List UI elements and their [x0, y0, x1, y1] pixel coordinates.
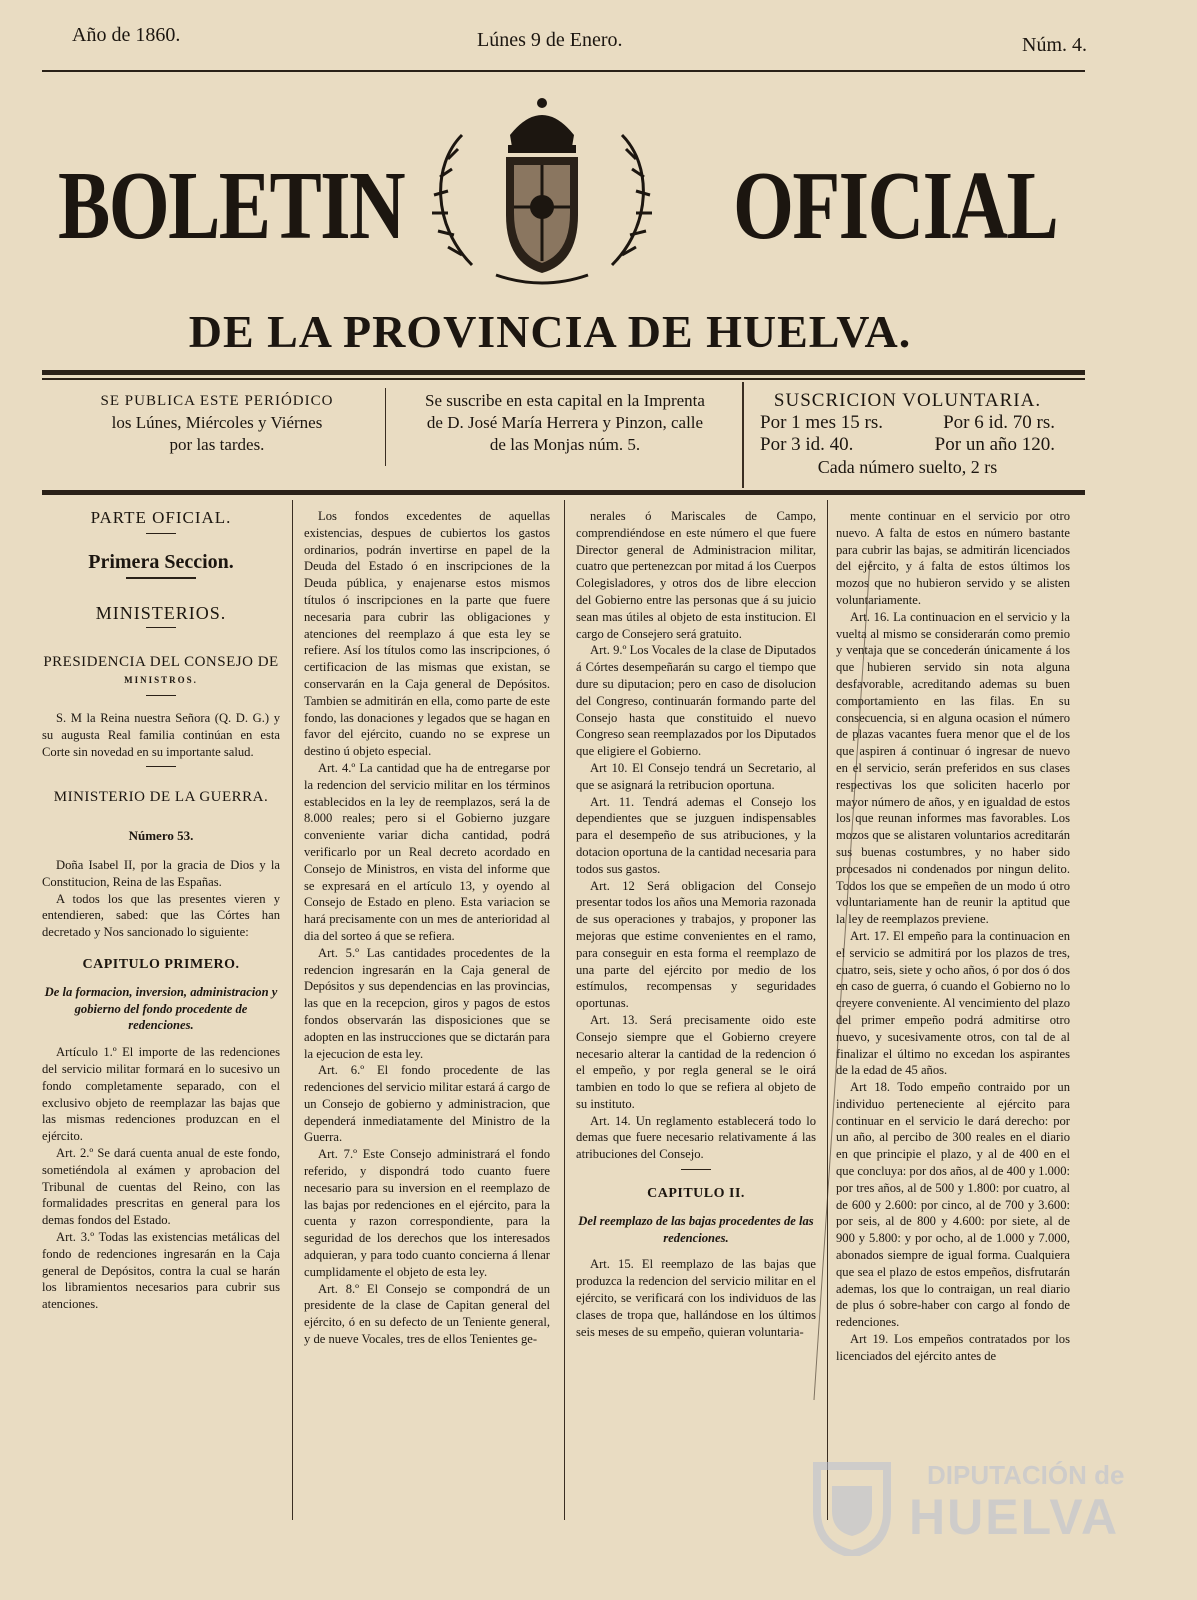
ornament-divider: [126, 577, 196, 579]
diputacion-logo-icon: [797, 1456, 907, 1556]
issue-date: Lúnes 9 de Enero.: [477, 29, 623, 51]
article-19: Art 19. Los empeños contratados por los licenciados del ejército antes de: [836, 1332, 1070, 1363]
watermark-line-1: DIPUTACIÓN de: [927, 1460, 1125, 1490]
info-divider-2: [742, 382, 744, 488]
watermark-line-2: HUELVA: [909, 1489, 1120, 1545]
capitulo-ii-heading: CAPITULO II.: [647, 1186, 745, 1202]
column-2: [304, 508, 550, 1348]
nerales-paragraph: nerales ó Mariscales de Campo, comprendiéndose en este número el que fuere Director general de Administracion militar, cuatro que pertenezcan por mitad á los Cuerpos Colegisladores, y otros dos de libre eleccion del Gobierno entre las personas que á su juicio sean mas útiles al objeto de esta institucion. El cargo de Consejero será gratuito.: [576, 509, 816, 641]
header-rule-top-thin: [42, 378, 1085, 380]
reina-paragraph: S. M la Reina nuestra Señora (Q. D. G.) y su augusta Real familia continúan en esta Corte sin novedad en su importante salud.: [42, 710, 280, 759]
place-line-2: de D. José María Herrera y Pinzon, calle: [426, 413, 704, 432]
article-13: Art. 13. Será precisamente oido este Consejo siempre que el Gobierno creyere necesario alterar la cantidad de la redencion ó el empeño, y por regla general se le oirá tambien en todo lo que se refiera al objeto de su instituto.: [576, 1012, 816, 1111]
price-6-months: Por 6 id. 70 rs.: [943, 412, 1055, 433]
price-1-year: Por un año 120.: [934, 434, 1055, 455]
subscription-title: SUSCRICION VOLUNTARIA.: [773, 390, 1042, 411]
article-6: Art. 6.º El fondo procedente de las redenciones del servicio militar estará á cargo de un Consejo de gobierno y administracion, que dependerá inmediatamente del Ministro de la Guerra.: [304, 1063, 550, 1145]
divider: [146, 766, 176, 767]
price-3-months: Por 3 id. 40.: [760, 434, 854, 455]
issue-number: Núm. 4.: [1022, 34, 1087, 56]
title-left: BOLETIN: [58, 152, 405, 260]
article-8: Art. 8.º El Consejo se compondrá de un presidente de la clase de Capitan general del ejército, ó en su defecto de un Teniente general, y de nueve Vocales, tres de ellos Tenientes ge-: [304, 1281, 550, 1347]
numero-heading: Número 53.: [128, 828, 194, 844]
article-5: Art. 5.º Las cantidades procedentes de la redencion ingresarán en la Caja general de Depósitos y sus dependencias en las provincias, las que en la recepcion, giros y pagos de estos fondos observarán las disposiciones que se adopten en las instrucciones que se dictarán para la ejecucion de esta ley.: [304, 945, 550, 1061]
price-1-month: Por 1 mes 15 rs.: [760, 412, 883, 433]
watermark: [797, 1456, 1137, 1566]
column-3: [576, 508, 816, 1340]
column-divider-2: [564, 500, 565, 1520]
subscription-place: [395, 390, 735, 456]
top-rule: [42, 70, 1085, 72]
header-rule-bottom: [42, 490, 1085, 495]
dona-paragraph: Doña Isabel II, por la gracia de Dios y la Constitucion, Reina de las Españas.: [42, 857, 280, 889]
title-right: OFICIAL: [733, 152, 1058, 260]
a-todos-paragraph: A todos los que las presentes vieren y entendieren, sabed: que las Córtes han decretado y Nos sancionado lo siguiente:: [42, 891, 280, 940]
price-row-2: [750, 434, 1065, 456]
article-18: Art 18. Todo empeño contraido por un individuo perteneciente al ejército para continuar en el servicio le dará derecho: por un año, al percibo de 300 reales en el diario en que principie el plazo, y al de 400 en el que concluya: por dos años, al de 400 y 1.000: por tres años, al de 500 y 1.800: por cuatro, al de 600 y 2.600: por cinco, al de 700 y 3.600: por seis, al de 800 y 4.600: por siete, al de 900 y 5.800: y por ocho, al de 1.000 y 7.000, abonados siempre de igual forma. Cualquiera que sea el plazo de estos empeños, disfrutarán ademas, los que lo contraigan, un real diario de plus ó sobre-haber con cargo al fondo de redenciones.: [836, 1080, 1070, 1330]
fondos-paragraph: Los fondos excedentes de aquellas existencias, despues de cubiertos los gastos ordinarios, podrán invertirse en papel de la Deuda del Estado ó en inscripciones de la Deuda pública, y enajenarse estos mismos títulos ó inscripciones en la parte que fuere necesaria para cubrir las obligaciones y atenciones del reemplazo á que esta ley se refiere. Así los títulos como las inscripciones, ó certificacion de las mismas que existan, se conservarán en la Caja general de Depósitos. Tambien se admitirán en ella, como parte de este fondo, las donaciones y legados que se hagan en favor del ejército, cuando no se exprese un destino ú objeto especial.: [304, 509, 550, 759]
place-line-1: Se suscribe en esta capital en la Imprenta: [425, 391, 705, 410]
divider: [146, 695, 176, 696]
issue-year: Año de 1860.: [72, 24, 181, 46]
column-1: [42, 508, 280, 1313]
article-10: Art 10. El Consejo tendrá un Secretario, al que se asignará la retribucion oportuna.: [576, 760, 816, 792]
price-row-1: [750, 412, 1065, 434]
divider: [146, 627, 176, 628]
info-divider-1: [385, 388, 386, 466]
article-16: Art. 16. La continuacion en el servicio y la vuelta al mismo se considerarán como premio y ventaja que se concederán únicamente á los que hubieren servido sin nota alguna desfavorable, acreditando ademas su buen comportamiento en las filas. En su consecuencia, si en alguna ocasion el número de plazas vacantes fuera menor que el de los que aspiren á continuar ó ingresar de nuevo en el servicio, serán preferidos en sus clases respectivas los que soliciten hacerlo por mayor número de años, y en igualdad de estos los que reunan informes mas favorables. Los mozos que se alistaren voluntarios acreditarán sus buenas costumbres, y no haber sido procesados ni condenados por ningun delito. Todos los que se empeñen de un modo ú otro voluntariamente han de reunir la aptitud que la ley de reemplazos previene.: [836, 609, 1070, 927]
presidencia-heading: [42, 654, 280, 689]
article-15: Art. 15. El reemplazo de las bajas que produzca la redencion del servicio militar en el ejército, se verificará con los individuos de las clases de tropa que, hallándose en los últimos seis meses de su empeño, quieran voluntaria-: [576, 1257, 816, 1339]
capitulo-primero-heading: CAPITULO PRIMERO.: [82, 956, 240, 972]
page-fold-mark: [812, 560, 872, 1400]
parte-oficial-heading: PARTE OFICIAL.: [90, 508, 232, 527]
article-7: Art. 7.º Este Consejo administrará el fondo referido, y dispondrá todo cuanto fuere necesario para su inversion en el reemplazo de las bajas por redenciones en el ejército, para la cuenta y razon correspondiente, para la seguridad de los derechos que los interesados adquieran, y para todo cuanto concierna á llenar cumplidamente el objeto de esta ley.: [304, 1147, 550, 1279]
article-2: Art. 2.º Se dará cuenta anual de este fondo, sometiéndola al exámen y aprobacion del Tribunal de cuentas del Reino, con las formalidades prescritas en general para los demas fondos del Estado.: [42, 1145, 280, 1228]
place-line-3: de las Monjas núm. 5.: [489, 435, 641, 454]
column-divider-1: [292, 500, 293, 1520]
schedule-line-1: SE PUBLICA ESTE PERIÓDICO: [100, 393, 334, 409]
presidencia-heading-small: MINISTROS.: [124, 675, 198, 686]
publication-schedule: [62, 390, 372, 456]
article-4: Art. 4.º La cantidad que ha de entregarse por la redencion del servicio militar en los términos establecidos en la ley de reemplazos, será la de 8.000 reales; pero si el Gobierno juzgare conveniente variar dicha cantidad, podrá verificarlo por un Real decreto acordado en Consejo de Ministros, en vista del informe que se expresará en el artículo 13, y oyendo al Consejo de Estado en pleno. Esta variacion se hará precisamente con un mes de anterioridad al dia del sorteo á que se refiera.: [304, 760, 550, 943]
header-rule-top: [42, 370, 1085, 375]
schedule-line-2: los Lúnes, Miércoles y Viérnes: [111, 413, 323, 432]
article-1: Artículo 1.º El importe de las redenciones del servicio militar formará en lo sucesivo un fondo completamente separado, con el exclusivo objeto de reemplazar las bajas que las mismas redenciones produzcan en el ejército.: [42, 1045, 280, 1144]
mente-paragraph: mente continuar en el servicio por otro nuevo. A falta de estos en número bastante para cubrir las bajas, se admitirán licenciados del ejército, y á falta de estos últimos los mozos que no hubieron servido y se alisten voluntariamente.: [836, 509, 1070, 607]
article-9: Art. 9.º Los Vocales de la clase de Diputados á Córtes desempeñarán su cargo el tiempo que dure su diputacion; pero en caso de disolucion del Congreso, continuarán formando parte del Consejo hasta que constituido el nuevo Congreso sean reemplazados por los Diputados que eligiere el Gobierno.: [576, 643, 816, 759]
newspaper-subtitle: DE LA PROVINCIA DE HUELVA.: [188, 306, 912, 357]
divider: [146, 533, 176, 534]
schedule-line-3: por las tardes.: [169, 435, 265, 454]
article-11: Art. 11. Tendrá ademas el Consejo los dependientes que se juzguen indispensables para el desempeño de sus atribuciones, y la dotacion oportuna de la cantidad necesaria para todos sus gastos.: [576, 794, 816, 876]
capitulo-ii-subtitle: Del reemplazo de las bajas procedentes de las redenciones.: [578, 1213, 814, 1245]
article-14: Art. 14. Un reglamento establecerá todo lo demas que fuere necesario relativamente á las atribuciones del Consejo.: [576, 1113, 816, 1162]
divider: [681, 1169, 711, 1170]
masthead-topline: [62, 24, 1087, 54]
ministerio-guerra-heading: MINISTERIO DE LA GUERRA.: [53, 789, 269, 806]
single-issue-price: Cada número suelto, 2 rs: [817, 457, 998, 477]
primera-seccion-heading: Primera Seccion.: [88, 550, 234, 573]
article-12: Art. 12 Será obligacion del Consejo presentar todos los años una Memoria razonada de sus operaciones y trabajos, y proponer las mejoras que estime convenientes en el ramo, para conseguir en esta forma el reemplazo de una parte del ejército por medio de los estímulos, recompensas y seguridades oportunas.: [576, 878, 816, 1011]
presidencia-heading-text: PRESIDENCIA DEL CONSEJO DE: [43, 654, 279, 671]
article-17: Art. 17. El empeño para la continuacion en el servicio se admitirá por los plazos de tres, cuatro, seis, siete y ocho años, ó por dos ó dos en caso de guerra, ó cuando el Gobierno no lo creyere conveniente. Al vencimiento del plazo del primer empeño podrá admitirse otro nuevo, y sucesivamente otros, con tal de al finalizar el último no excedan los aspirantes de la edad de 45 años.: [836, 928, 1070, 1078]
subscription-prices: [750, 390, 1065, 478]
ministerios-heading: MINISTERIOS.: [95, 602, 227, 623]
article-3: Art. 3.º Todas las existencias metálicas del fondo de redenciones ingresarán en la Caja general de Depósitos, contra la cual se harán los libramientos necesarios para cubrir sus atenciones.: [42, 1229, 280, 1312]
capitulo-primero-subtitle: De la formacion, inversion, administracion y gobierno del fondo procedente de redenciones.: [44, 984, 278, 1033]
royal-crest-icon: [422, 95, 662, 285]
